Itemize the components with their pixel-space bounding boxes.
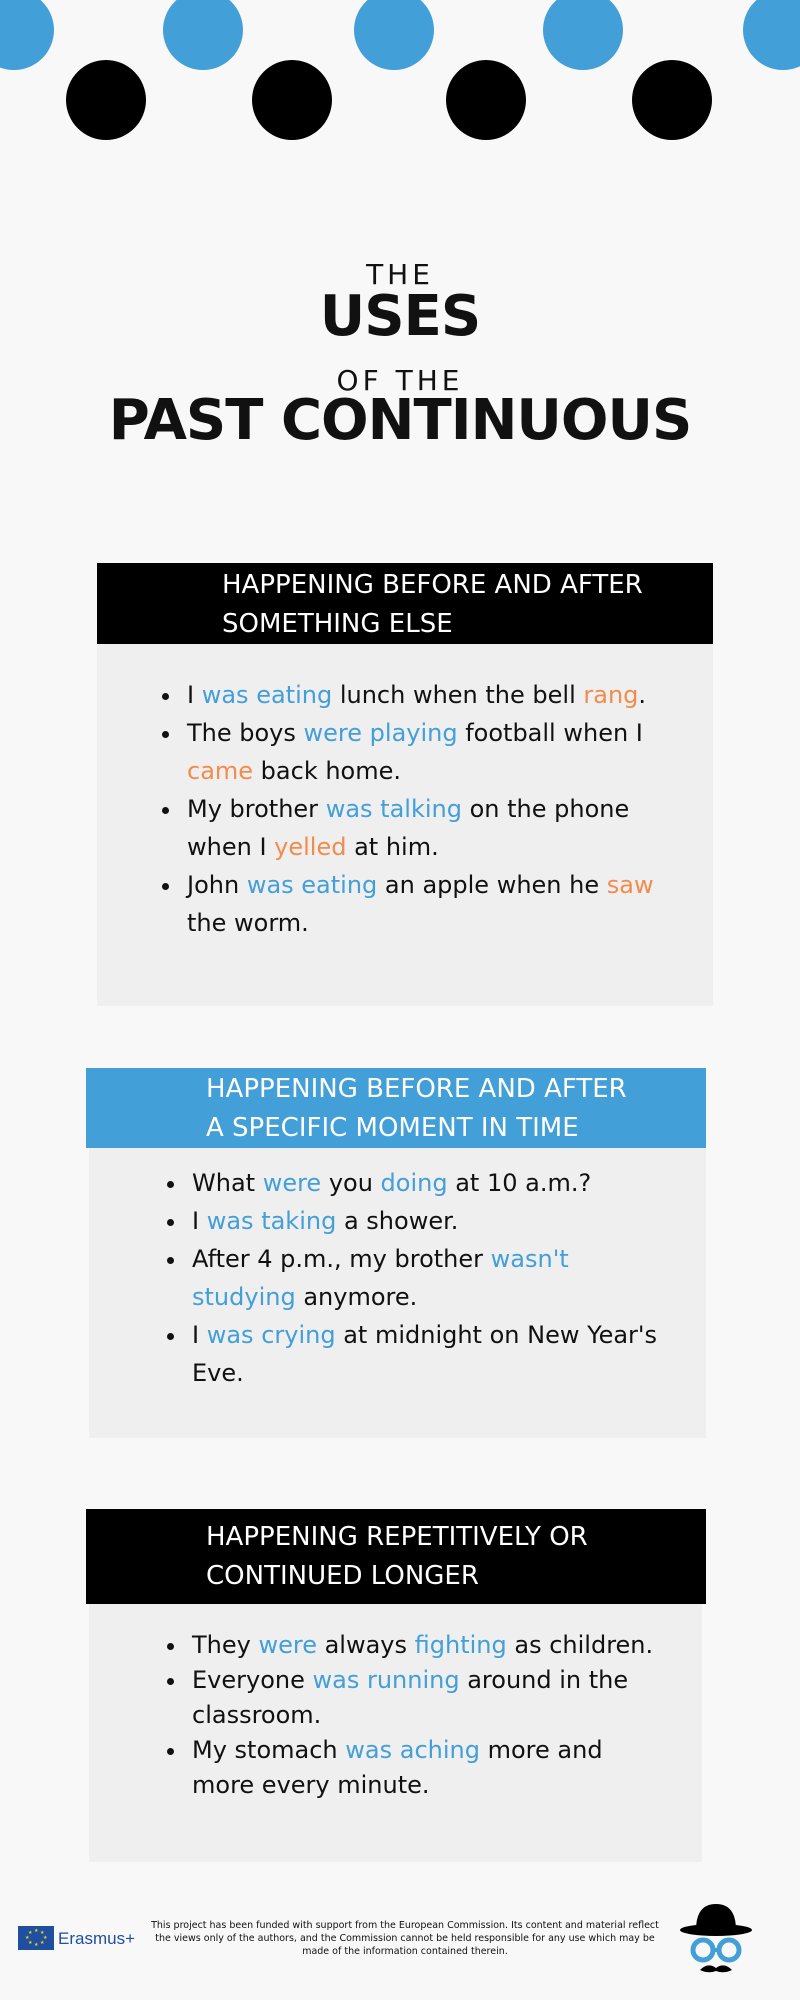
section-header-line: SOMETHING ELSE [222,609,453,639]
decor-dot [354,0,434,70]
list-item: • John was eating an apple when he saw the worm. [183,866,683,942]
decor-dot [66,60,146,140]
past-simple-verb: came [187,757,254,785]
title-uses: USES [319,284,481,349]
title-the: THE [366,258,434,291]
list-item: • I was taking a shower. [188,1202,658,1240]
section-header-line: A SPECIFIC MOMENT IN TIME [206,1113,579,1143]
decor-dot [0,0,54,70]
list-item: • My stomach was aching more and more every minute. [188,1733,658,1803]
past-continuous-verb: was crying [206,1321,336,1349]
decor-dot [543,0,623,70]
list-item: • After 4 p.m., my brother wasn't studying anymore. [188,1240,658,1316]
past-continuous-verb: was running [312,1666,460,1694]
title-of-the: OF THE [336,364,464,397]
decor-dot [743,0,800,70]
section-header [86,1509,706,1604]
past-simple-verb: rang [583,681,639,709]
section-header [86,1068,706,1148]
past-continuous-verb: wasn't studying [192,1245,569,1311]
page-title: PAST CONTINUOUS [108,388,692,453]
past-continuous-verb: were playing [303,719,458,747]
decor-dot [446,60,526,140]
example-list [162,1164,658,1392]
past-continuous-verb: was eating [201,681,333,709]
list-item: • I was crying at midnight on New Year's Eve. [188,1316,658,1392]
decor-dot [632,60,712,140]
list-item: • The boys were playing football when I came back home. [183,714,683,790]
past-continuous-verb: were [258,1631,317,1659]
eu-flag-icon: ★ ★ ★ ★ ★ ★ ★ ★ [18,1926,54,1950]
section-header-line: HAPPENING BEFORE AND AFTER [206,1074,627,1104]
past-continuous-verb: was talking [325,795,462,823]
past-continuous-verb: fighting [414,1631,507,1659]
hat-glasses-mascot-icon [676,1900,756,1980]
example-list [157,676,683,942]
section-header-line: HAPPENING REPETITIVELY OR [206,1522,588,1552]
past-continuous-verb: was aching [345,1736,480,1764]
past-continuous-verb: were [262,1169,322,1197]
past-simple-verb: saw [606,871,654,899]
section-header-line: HAPPENING BEFORE AND AFTER [222,570,643,600]
past-continuous-verb: doing [380,1169,448,1197]
list-item: • Everyone was running around in the classroom. [188,1663,658,1733]
example-list [162,1628,658,1803]
section-header-line: CONTINUED LONGER [206,1561,479,1591]
erasmus-logo-label: Erasmus+ [58,1929,135,1948]
list-item: • They were always fighting as children. [188,1628,658,1663]
list-item: • I was eating lunch when the bell rang. [183,676,683,714]
past-simple-verb: yelled [274,833,347,861]
past-continuous-verb: was eating [246,871,378,899]
past-continuous-verb: was taking [206,1207,337,1235]
list-item: • What were you doing at 10 a.m.? [188,1164,658,1202]
funding-disclaimer: This project has been funded with support from the European Commission. Its content and material reflect the views only of the authors, and the Commission cannot be held responsible for any use which may be made of the information contained therein. [151,1920,659,1957]
decor-dot [163,0,243,70]
decor-dot [252,60,332,140]
section-header [97,563,713,644]
list-item: • My brother was talking on the phone when I yelled at him. [183,790,683,866]
